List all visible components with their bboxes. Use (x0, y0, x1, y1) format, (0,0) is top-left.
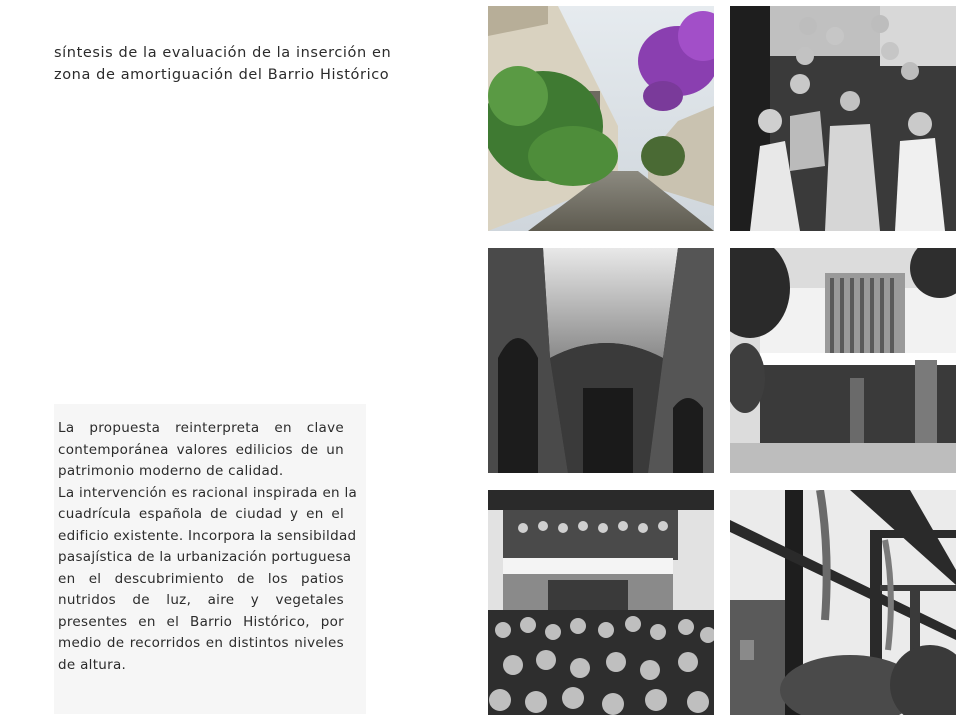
description-panel (54, 404, 366, 714)
text-line: pasajística de la urbanización portuguesa (58, 549, 352, 565)
page-title (54, 42, 434, 86)
text-line: La propuesta reinterpreta en clave (58, 420, 344, 436)
text-line: edificio existente. Incorpora la sensibildad (58, 527, 357, 544)
text-line: en el descubrimiento de los patios (58, 570, 344, 587)
text-line: La intervención es racional inspirada en la (58, 484, 358, 501)
pergola-garden-photo (730, 490, 956, 715)
street-with-flowers-photo (488, 6, 714, 231)
text-line: contemporánea valores edilicios de un (58, 441, 344, 458)
ballroom-crowd-photo (488, 490, 714, 715)
title-line-1: síntesis de la evaluación de la inserción en (54, 45, 392, 61)
description-text (58, 418, 358, 676)
text-line: patrimonio moderno de calidad. (58, 463, 284, 479)
text-line: de altura. (58, 656, 127, 673)
group-of-women-photo (730, 6, 956, 231)
text-line: cuadrícula española de ciudad y en el (58, 506, 344, 522)
text-line: nutridos de luz, aire y vegetales (58, 592, 344, 608)
title-line-2: zona de amortiguación del Barrio Histórico (54, 67, 390, 83)
vaulted-interior-photo (488, 248, 714, 473)
text-line: presentes en el Barrio Histórico, por (58, 613, 344, 630)
modern-building-photo (730, 248, 956, 473)
text-line: medio de recorridos en distintos niveles (58, 635, 344, 651)
